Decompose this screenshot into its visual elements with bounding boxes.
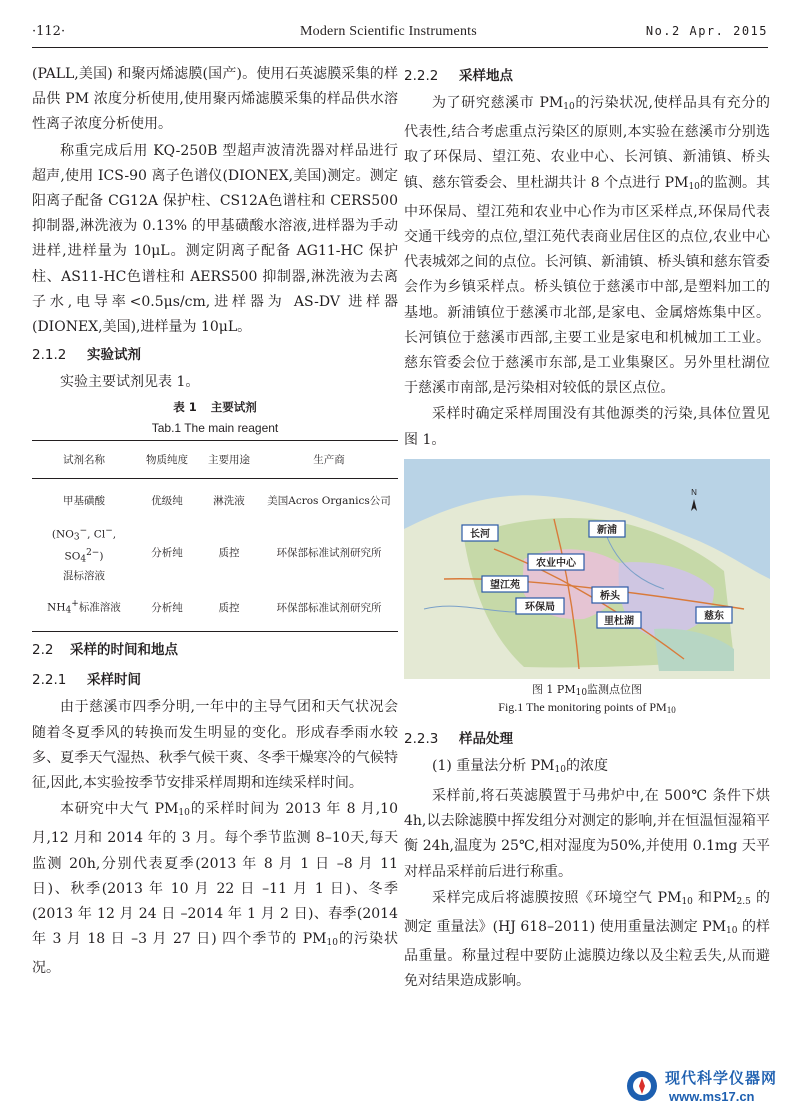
paragraph: 本研究中大气 $PM_{10}$的采样时间为 2013 年 8 月,10 月,12 月和 2014 年的 3 月。每个季节监测 8–10天,每天监测 20h,分别代表夏季(2013 年 8 月 1 日 –8 月 11 日)、秋季(2013 年 10 月 22 日 –11 月 1 日)、冬季(2013 年 12 月 24 日 –2014 年 1 月 2 日)、春季(2014 年 3 月 18 日 –3 月 27 日) 四个季节的 $PM_{10}$的污染状况。 bbox=[32, 801, 398, 977]
reagent-table bbox=[32, 440, 398, 632]
section-title: 采样地点 bbox=[459, 68, 513, 84]
journal-name: Modern Scientific Instruments bbox=[300, 24, 477, 39]
paragraph: (PALL,美国) 和聚丙烯滤膜(国产)。使用石英滤膜采集的样品供 PM 浓度分析使用,使用聚丙烯滤膜采集的样品供水溶性离子浓度分析使用。 bbox=[32, 66, 398, 133]
section-heading bbox=[404, 62, 770, 91]
section-heading bbox=[32, 634, 398, 666]
monitoring-map bbox=[404, 459, 770, 679]
watermark-logo-icon bbox=[625, 1069, 659, 1103]
table-row bbox=[32, 479, 398, 523]
table-row bbox=[32, 584, 398, 632]
figure-caption-en: Fig.1 The monitoring points of $PM_{10}$ bbox=[498, 699, 676, 715]
table-cell: $NH_4^+$标准溶液 bbox=[32, 584, 136, 632]
watermark-url: www.ms17.cn bbox=[669, 1089, 755, 1104]
paragraph: 采样时确定采样周围没有其他源类的污染,具体位置见图 1。 bbox=[404, 406, 770, 448]
table-caption bbox=[32, 396, 398, 418]
running-header bbox=[32, 22, 768, 48]
issue-info: No.2 Apr. 2015 bbox=[645, 24, 768, 38]
map-label-wangjiangyuan: 望江苑 bbox=[490, 579, 520, 591]
paragraph: 由于慈溪市四季分明,一年中的主导气团和天气状况会随着冬夏季风的转换而发生明显的变化。形成春季雨水较多、夏季天气湿热、秋季气候干爽、冬季干燥寒冷的气候特征,因此,本实验按季节安排采样周期和连续采样时间。 bbox=[32, 699, 398, 792]
watermark-text: 现代科学仪器网 bbox=[665, 1069, 778, 1087]
section-title: 样品处理 bbox=[459, 730, 513, 747]
table-cell: 甲基磺酸 bbox=[63, 495, 105, 508]
table-header: 试剂名称 bbox=[32, 441, 136, 479]
map-label-liduhu: 里杜湖 bbox=[604, 615, 634, 627]
section-number: 2.2.3 bbox=[404, 730, 439, 747]
section-number: 2.2 bbox=[32, 642, 54, 659]
table-cell: 质控 bbox=[218, 547, 240, 560]
table-cell: 淋洗液 bbox=[213, 495, 245, 508]
paragraph: 实验主要试剂见表 1。 bbox=[60, 374, 200, 391]
section-number: 2.2.2 bbox=[404, 68, 439, 84]
table-cell: 质控 bbox=[198, 584, 260, 632]
section-number: 2.2.1 bbox=[32, 672, 67, 689]
section-number: 2.1.2 bbox=[32, 347, 67, 364]
table-header: 物质纯度 bbox=[136, 441, 198, 479]
map-label-agri-center: 农业中心 bbox=[536, 557, 576, 569]
table-cell: 分析纯 bbox=[136, 584, 198, 632]
paragraph: 采样前,将石英滤膜置于马弗炉中,在 500℃ 条件下烘 4h,以去除滤膜中挥发组分对测定的影响,并在恒温恒湿箱平衡 24h,温度为 25℃,相对湿度为50%,并使用 0.1mg 天平对样品采样前后进行称重。 bbox=[404, 788, 770, 880]
section-heading bbox=[32, 341, 398, 370]
page-number: ·112· bbox=[32, 24, 66, 39]
left-column bbox=[32, 62, 398, 983]
table-cell: 分析纯 bbox=[151, 547, 183, 560]
figure-caption: 图 1 $PM_{10}$监测点位图 bbox=[531, 682, 643, 698]
section-heading bbox=[404, 725, 770, 754]
right-column bbox=[404, 62, 770, 996]
table-header: 生产商 bbox=[260, 441, 398, 479]
section-title: 采样的时间和地点 bbox=[70, 642, 178, 659]
table-cell: 环保部标准试剂研究所 bbox=[260, 584, 398, 632]
paragraph: (1) 重量法分析 $PM_{10}$的浓度 bbox=[432, 757, 608, 775]
section-title: 采样时间 bbox=[87, 672, 141, 689]
table-title: 主要试剂 bbox=[210, 400, 257, 415]
table-caption-en: Tab.1 The main reagent bbox=[151, 421, 279, 436]
table-cell: 环保部标准试剂研究所 bbox=[276, 547, 382, 560]
map-label-cidong: 慈东 bbox=[704, 610, 724, 622]
section-title: 实验试剂 bbox=[87, 347, 141, 364]
svg-text:N: N bbox=[691, 487, 697, 497]
paragraph: 为了研究慈溪市 $PM_{10}$的污染状况,使样品具有充分的代表性,结合考虑重点污染区的原则,本实验在慈溪市分别选取了环保局、望江苑、农业中心、长河镇、新浦镇、桥头镇、慈东管委会、里杜湖共计 8 个点进行 $PM_{10}$的监测。其中环保局、望江苑和农业中心作为市区采样点,环保局代表交通干线旁的点位,望江苑代表商业居住区的点位,农业中心代表城郊之间的点位。长河镇、新浦镇、桥头镇和慈东管委会作为乡镇采样点。桥头镇位于慈溪市中部,是塑料加工的基地。新浦镇位于慈溪市北部,是家电、金属熔炼集中区。长河镇位于慈溪市西部,主要工业是家电和机械加工工业。慈东管委会位于慈溪市东部,是工业集聚区。另外里杜湖位于慈溪市南部,是污染相对较低的景区点位。 bbox=[404, 95, 770, 397]
section-heading bbox=[32, 666, 398, 695]
table-cell: 美国Acros Organics公司 bbox=[267, 495, 391, 508]
table-label: 表 1 bbox=[173, 400, 197, 415]
map-figure bbox=[404, 459, 770, 679]
paragraph: 称重完成后用 KQ-250B 型超声波清洗器对样品进行超声,使用 ICS-90 离子色谱仪(DIONEX,美国)测定。测定阳离子配备 CG12A 保护柱、CS12A色谱柱和 CERS500 抑制器,淋洗液为 0.13% 的甲基磺酸水溶液,进样器为手动进样,进样量为 10μL。测定阴离子配备 AG11-HC 保护柱、AS11-HC色谱柱和 AERS500 抑制器,淋洗液为去离子水,电导率<0.5μs/cm,进样器为 AS-DV 进样器(DIONEX,美国),进样量为 10μL。 bbox=[32, 142, 398, 336]
watermark bbox=[625, 1065, 800, 1109]
map-label-epb: 环保局 bbox=[525, 601, 555, 613]
table-cell: 优级纯 bbox=[151, 495, 183, 508]
paragraph: 采样完成后将滤膜按照《环境空气 $PM_{10}$ 和$PM_{2.5}$ 的测定 重量法》(HJ 618–2011) 使用重量法测定 $PM_{10}$ 的样品重量。称量过程中要防止滤膜边缘以及尘粒丢失,从而避免对结果造成影响。 bbox=[404, 889, 770, 990]
map-label-xinpu: 新浦 bbox=[597, 524, 617, 536]
table-cell: ($NO_3^-$, Cl−, $SO_4^{2-}$) 混标溶液 bbox=[51, 525, 117, 582]
table-header: 主要用途 bbox=[198, 441, 260, 479]
map-label-changhe: 长河 bbox=[470, 528, 490, 540]
map-label-qiaotou: 桥头 bbox=[600, 590, 620, 602]
table-row bbox=[32, 523, 398, 584]
table-header-row bbox=[32, 441, 398, 479]
